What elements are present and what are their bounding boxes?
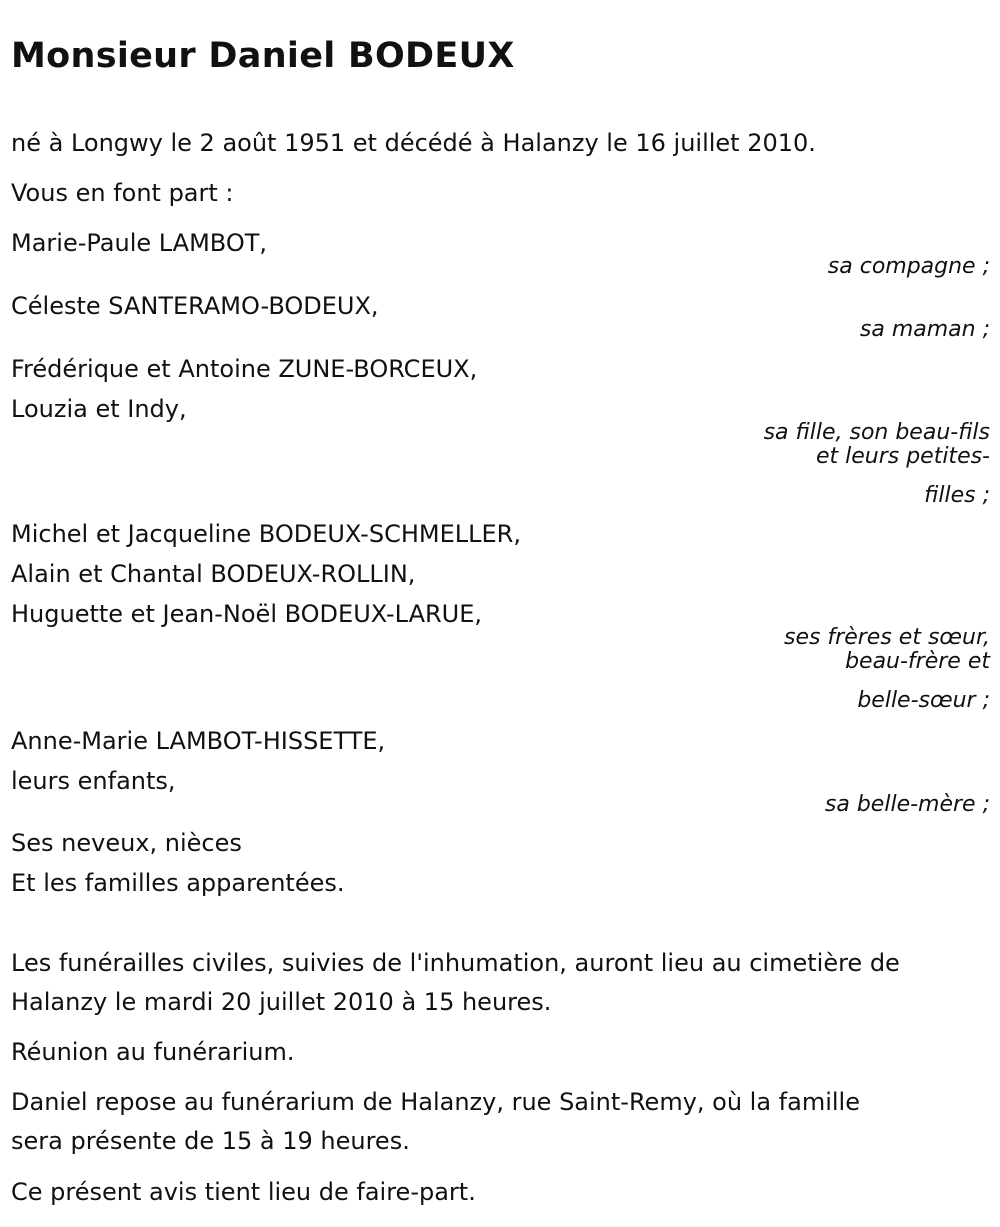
family-name-line: Céleste SANTERAMO-BODEUX, <box>11 292 379 320</box>
relation-label: sa maman ; <box>859 317 990 342</box>
page-title: Monsieur Daniel BODEUX <box>11 36 515 76</box>
family-name-line: Huguette et Jean-Noël BODEUX-LARUE, <box>11 600 483 628</box>
relation-label: filles ; <box>924 483 990 508</box>
relation-label: sa fille, son beau-fils <box>763 420 990 445</box>
family-name-line: leurs enfants, <box>11 767 176 795</box>
repose-text: sera présente de 15 à 19 heures. <box>11 1127 410 1155</box>
family-name-line: Alain et Chantal BODEUX-ROLLIN, <box>11 560 416 588</box>
relation-label: sa belle-mère ; <box>824 792 990 817</box>
relation-label: beau-frère et <box>845 649 990 674</box>
family-name-line: Marie-Paule LAMBOT, <box>11 229 268 257</box>
funeral-text: Les funérailles civiles, suivies de l'inhumation, auront lieu au cimetière de <box>11 949 900 977</box>
family-name-line: Louzia et Indy, <box>11 395 187 423</box>
family-name-line: Frédérique et Antoine ZUNE-BORCEUX, <box>11 355 478 383</box>
funeral-text: Halanzy le mardi 20 juillet 2010 à 15 heures. <box>11 988 552 1016</box>
closing-text: Ce présent avis tient lieu de faire-part. <box>11 1178 476 1206</box>
relation-label: belle-sœur ; <box>857 688 990 713</box>
birth-death-line: né à Longwy le 2 août 1951 et décédé à Halanzy le 16 juillet 2010. <box>11 129 816 157</box>
relation-label: et leurs petites- <box>815 444 990 469</box>
relation-label: ses frères et sœur, <box>783 625 990 650</box>
family-name-line: Michel et Jacqueline BODEUX-SCHMELLER, <box>11 520 521 548</box>
family-name-line: Anne-Marie LAMBOT-HISSETTE, <box>11 727 386 755</box>
family-name-line: Et les familles apparentées. <box>11 869 345 897</box>
reunion-text: Réunion au funérarium. <box>11 1038 295 1066</box>
repose-text: Daniel repose au funérarium de Halanzy, rue Saint-Remy, où la famille <box>11 1088 860 1116</box>
relation-label: sa compagne ; <box>827 254 990 279</box>
announce-line: Vous en font part : <box>11 179 234 207</box>
family-name-line: Ses neveux, nièces <box>11 829 242 857</box>
